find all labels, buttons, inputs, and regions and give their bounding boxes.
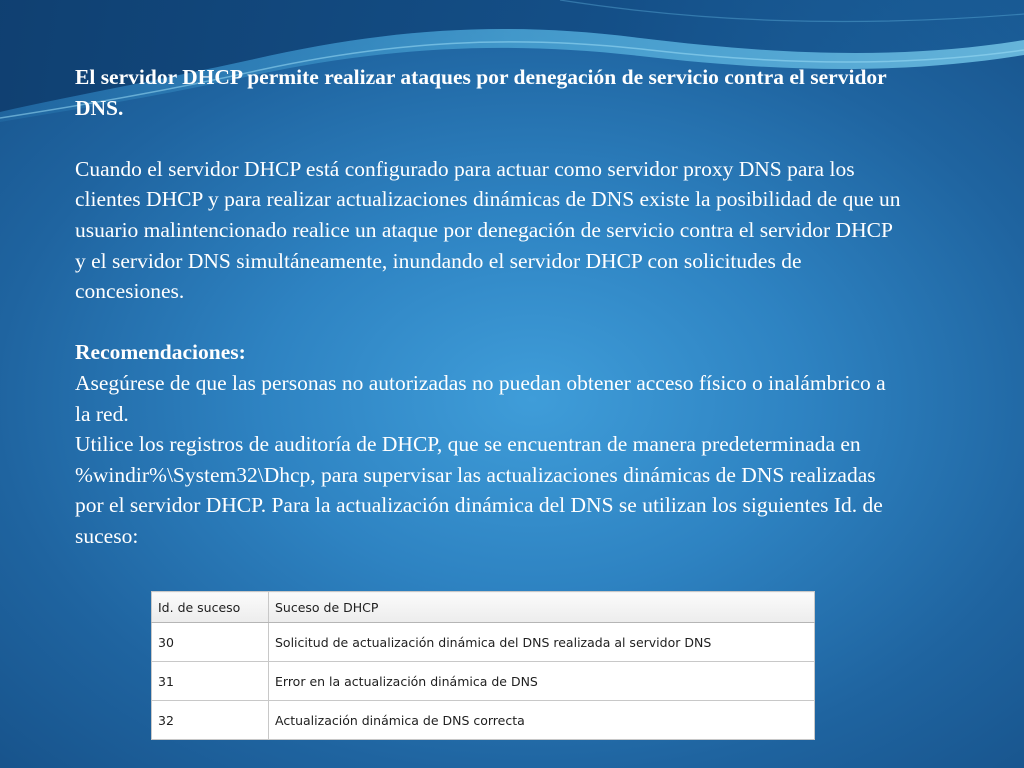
description-paragraph: Cuando el servidor DHCP está configurado para actuar como servidor proxy DNS para los clientes DHCP y para realizar actualizaciones dinámicas de DNS existe la posibilidad de que un usuario malintencionado realice un ataque por denegación de servicio contra el servidor DHCP y el servidor DNS simultáneamente, inundando el servidor DHCP con solicitudes de concesiones. — [75, 156, 901, 304]
spacer — [75, 307, 905, 338]
column-header-event-id: Id. de suceso — [152, 592, 269, 623]
event-description-cell: Actualización dinámica de DNS correcta — [269, 701, 815, 740]
recommendation-item: Asegúrese de que las personas no autorizadas no puedan obtener acceso físico o inalámbrico a la red. — [75, 370, 886, 426]
event-description-cell: Solicitud de actualización dinámica del DNS realizada al servidor DNS — [269, 623, 815, 662]
table-row — [152, 623, 815, 662]
intro-paragraph: El servidor DHCP permite realizar ataques por denegación de servicio contra el servidor DNS. — [75, 65, 887, 120]
spacer — [75, 123, 905, 154]
event-id-cell: 31 — [152, 662, 269, 701]
event-id-cell: 32 — [152, 701, 269, 740]
recommendation-item: Utilice los registros de auditoría de DHCP, que se encuentran de manera predeterminada en %windir%\System32\Dhcp, para supervisar las actualizaciones dinámicas de DNS realizadas por el servidor DHCP. Para la actualización dinámica del DNS se utilizan los siguientes Id. de suceso: — [75, 432, 883, 548]
table-header-row — [152, 592, 815, 623]
event-description-cell: Error en la actualización dinámica de DNS — [269, 662, 815, 701]
table-row — [152, 662, 815, 701]
column-header-dhcp-event: Suceso de DHCP — [269, 592, 815, 623]
slide-body — [75, 62, 905, 552]
dhcp-event-table — [151, 591, 815, 740]
event-id-cell: 30 — [152, 623, 269, 662]
recommendations-heading: Recomendaciones: — [75, 340, 246, 365]
table-row — [152, 701, 815, 740]
